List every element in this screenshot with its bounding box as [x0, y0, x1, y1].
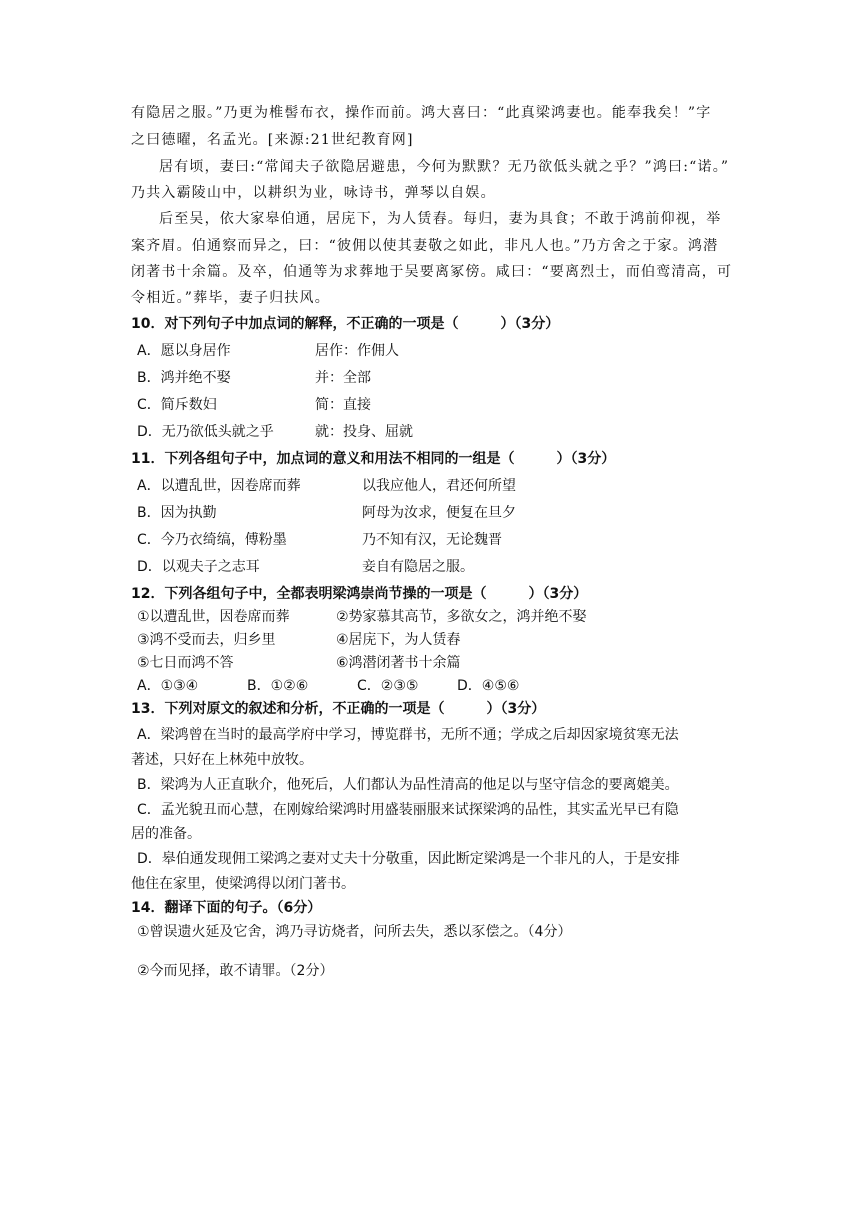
option-left: C．今乃衣绮缟，傅粉墨 [137, 532, 287, 548]
option-left: B．因为执勤 [137, 505, 217, 521]
choice: B．①②⑥ [247, 678, 309, 694]
option-line: 他住在家里，使梁鸿得以闭门著书。 [131, 876, 355, 892]
option-right: 乃不知有汉，无论魏晋 [362, 532, 502, 548]
translation-item: ①曾误遗火延及它舍，鸿乃寻访烧者，问所去失，悉以豕偿之。（4分） [137, 924, 572, 940]
statement-right: ②势家慕其高节，多欲女之，鸿并绝不娶 [336, 609, 587, 625]
option-line: A．梁鸿曾在当时的最高学府中学习，博览群书，无所不通；学成之后却因家境贫寒无法 [137, 727, 679, 743]
option-left: A．以遭乱世，因卷席而葬 [137, 478, 301, 494]
passage-line: 之曰德曜，名孟光。[来源:21世纪教育网] [131, 132, 414, 148]
question-stem: 12．下列各组句子中，全都表明梁鸿崇尚节操的一项是（ ）（3分） [131, 586, 588, 602]
statement-right: ⑥鸿潜闭著书十余篇 [336, 655, 461, 671]
statement-right: ④居庑下，为人赁舂 [336, 632, 461, 648]
option-line: B．梁鸿为人正直耿介，他死后，人们都认为品性清高的他足以与坚守信念的要离媲美。 [137, 777, 679, 793]
option-right: 并：全部 [315, 370, 371, 386]
option-left: D．以观夫子之志耳 [137, 559, 260, 575]
question-stem: 13．下列对原文的叙述和分析，不正确的一项是（ ）（3分） [131, 701, 546, 717]
option-line: D．皋伯通发现佣工梁鸿之妻对丈夫十分敬重，因此断定梁鸿是一个非凡的人，于是安排 [137, 851, 680, 867]
passage-line: 乃共入霸陵山中，以耕织为业，咏诗书，弹琴以自娱。 [131, 185, 496, 201]
option-line: 居的准备。 [131, 826, 201, 842]
option-line: 著述，只好在上林苑中放牧。 [131, 752, 313, 768]
option-right: 妾自有隐居之服。 [362, 559, 474, 575]
option-left: B．鸿并绝不娶 [137, 370, 231, 386]
choice: D．④⑤⑥ [457, 678, 520, 694]
statement-left: ③鸿不受而去，归乡里 [137, 632, 276, 648]
option-right: 简：直接 [315, 397, 371, 413]
statement-left: ①以遭乱世，因卷席而葬 [137, 609, 290, 625]
option-left: D．无乃欲低头就之乎 [137, 424, 274, 440]
option-left: C．简斥数妇 [137, 397, 217, 413]
passage-line: 令相近。”葬毕，妻子归扶风。 [131, 290, 330, 306]
option-right: 就：投身、屈就 [315, 424, 413, 440]
passage-line: 案齐眉。伯通察而异之，曰：“彼佣以使其妻敬之如此，非凡人也。”乃方舍之于家。鸿潜 [131, 238, 719, 254]
passage-line: 后至吴，依大家皋伯通，居庑下，为人赁舂。每归，妻为具食；不敢于鸿前仰视，举 [159, 211, 722, 227]
option-line: C．孟光貌丑而心慧，在刚嫁给梁鸿时用盛装丽服来试探梁鸿的品性，其实孟光早已有隐 [137, 802, 679, 818]
passage-line: 闭著书十余篇。及卒，伯通等为求葬地于吴要离冢傍。咸曰：“要离烈士，而伯鸾清高，可 [131, 264, 733, 280]
option-right: 居作：作佣人 [315, 343, 399, 359]
statement-left: ⑤七日而鸿不答 [137, 655, 234, 671]
translation-item: ②今而见择，敢不请罪。（2分） [137, 963, 334, 979]
question-stem: 10．对下列句子中加点词的解释，不正确的一项是（ ）（3分） [131, 316, 560, 332]
option-left: A．愿以身居作 [137, 343, 231, 359]
question-stem: 11．下列各组句子中，加点词的意义和用法不相同的一组是（ ）（3分） [131, 451, 616, 467]
passage-line: 居有顷，妻曰:“常闻夫子欲隐居避患，今何为默默？无乃欲低头就之乎？”鸿曰:“诺。” [159, 159, 730, 175]
choice: A．①③④ [137, 678, 199, 694]
question-stem: 14．翻译下面的句子。（6分） [131, 900, 322, 916]
option-right: 以我应他人，君还何所望 [362, 478, 516, 494]
option-right: 阿母为汝求，便复在旦夕 [362, 505, 516, 521]
passage-line: 有隐居之服。”乃更为椎髻布衣，操作而前。鸿大喜曰：“此真梁鸿妻也。能奉我矣！”字 [131, 105, 712, 121]
choice: C．②③⑤ [357, 678, 419, 694]
